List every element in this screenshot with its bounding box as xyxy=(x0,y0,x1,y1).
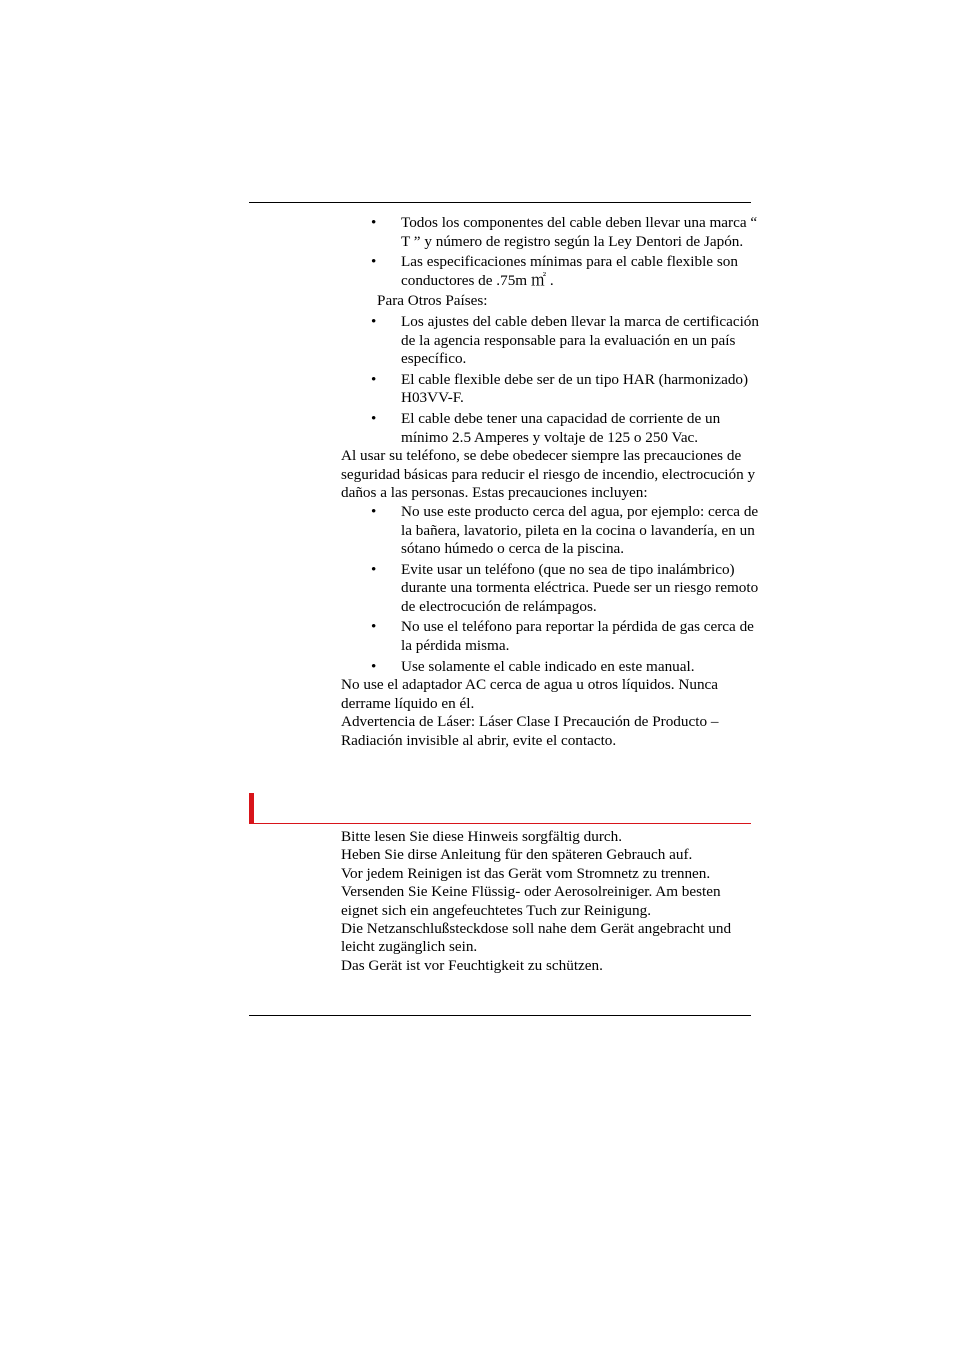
other-countries-list xyxy=(341,313,761,447)
list-item-text: Todos los componentes del cable deben llevar una marca “ T ” y número de registro según la Ley Dentori de Japón. xyxy=(401,214,758,250)
list-item xyxy=(341,253,761,290)
bullet-icon: • xyxy=(371,253,377,271)
list-item-text: Los ajustes del cable deben llevar la marca de certificación de la agencia responsable para la evaluación en un país específico. xyxy=(401,312,759,368)
list-item xyxy=(341,658,761,677)
list-item xyxy=(341,214,761,251)
list-item-text: Use solamente el cable indicado en este manual. xyxy=(401,657,695,675)
german-line: Heben Sie dirse Anleitung für den späteren Gebrauch auf. xyxy=(341,846,693,864)
german-safety-section xyxy=(341,828,761,975)
laser-warning: Advertencia de Láser: Láser Clase I Precaución de Producto – Radiación invisible al abrir, evite el contacto. xyxy=(341,713,719,750)
list-item xyxy=(341,503,761,559)
bullet-icon: • xyxy=(371,618,377,636)
phone-safety-list xyxy=(341,503,761,676)
adapter-warning: No use el adaptador AC cerca de agua u otros líquidos. Nunca derrame líquido en él. xyxy=(341,676,719,712)
list-item-text: Evite usar un teléfono (que no sea de tipo inalámbrico) durante una tormenta eléctrica. Puede ser un riesgo remoto de electrocución de relámpagos. xyxy=(401,560,759,615)
list-item-text: No use el teléfono para reportar la pérdida de gas cerca de la pérdida misma. xyxy=(401,618,754,655)
list-item xyxy=(341,618,761,655)
list-item-text: El cable flexible debe ser de un tipo HAR (harmonizado) H03VV-F. xyxy=(401,370,749,407)
bullet-icon: • xyxy=(371,312,377,330)
bullet-icon: • xyxy=(371,214,377,231)
footer-rule xyxy=(249,1015,751,1016)
japan-cable-list xyxy=(341,214,761,290)
section-underline xyxy=(249,823,751,824)
list-item-text: El cable debe tener una capacidad de corriente de un mínimo 2.5 Amperes y voltaje de 125 o 250 Vac. xyxy=(401,409,721,446)
spanish-safety-section xyxy=(341,214,761,751)
list-item xyxy=(341,313,761,369)
german-line: Die Netzanschlußsteckdose soll nahe dem Gerät angebracht und leicht zugänglich sein. xyxy=(341,920,732,956)
bullet-icon: • xyxy=(371,370,377,388)
bullet-icon: • xyxy=(371,502,377,520)
list-item xyxy=(341,410,761,447)
german-line: Das Gerät ist vor Feuchtigkeit zu schützen. xyxy=(341,956,603,974)
german-line: Vor jedem Reinigen ist das Gerät vom Stromnetz zu trennen. xyxy=(341,864,711,882)
list-item-text: No use este producto cerca del agua, por ejemplo: cerca de la bañera, lavatorio, pileta en la cocina o lavandería, en un sótano húmedo o cerca de la piscina. xyxy=(401,502,759,558)
list-item-text: Las especificaciones mínimas para el cable flexible son conductores de .75m ㎡ . xyxy=(401,253,738,289)
bullet-icon: • xyxy=(371,657,377,675)
german-line: Bitte lesen Sie diese Hinweis sorgfältig durch. xyxy=(341,828,623,845)
section-divider xyxy=(249,793,751,823)
other-countries-heading: Para Otros Países: xyxy=(377,292,488,310)
phone-safety-intro: Al usar su teléfono, se debe obedecer siempre las precauciones de seguridad básicas para reducir el riesgo de incendio, electrocución y daños a las personas. Estas precauciones incluyen: xyxy=(341,447,756,502)
header-rule xyxy=(249,202,751,203)
german-line: Versenden Sie Keine Flüssig- oder Aerosolreiniger. Am besten eignet sich ein angefeuchtetes Tuch zur Reinigung. xyxy=(341,883,721,919)
section-marker-bar xyxy=(249,793,254,823)
bullet-icon: • xyxy=(371,409,377,427)
list-item xyxy=(341,371,761,408)
list-item xyxy=(341,561,761,617)
bullet-icon: • xyxy=(371,560,377,578)
